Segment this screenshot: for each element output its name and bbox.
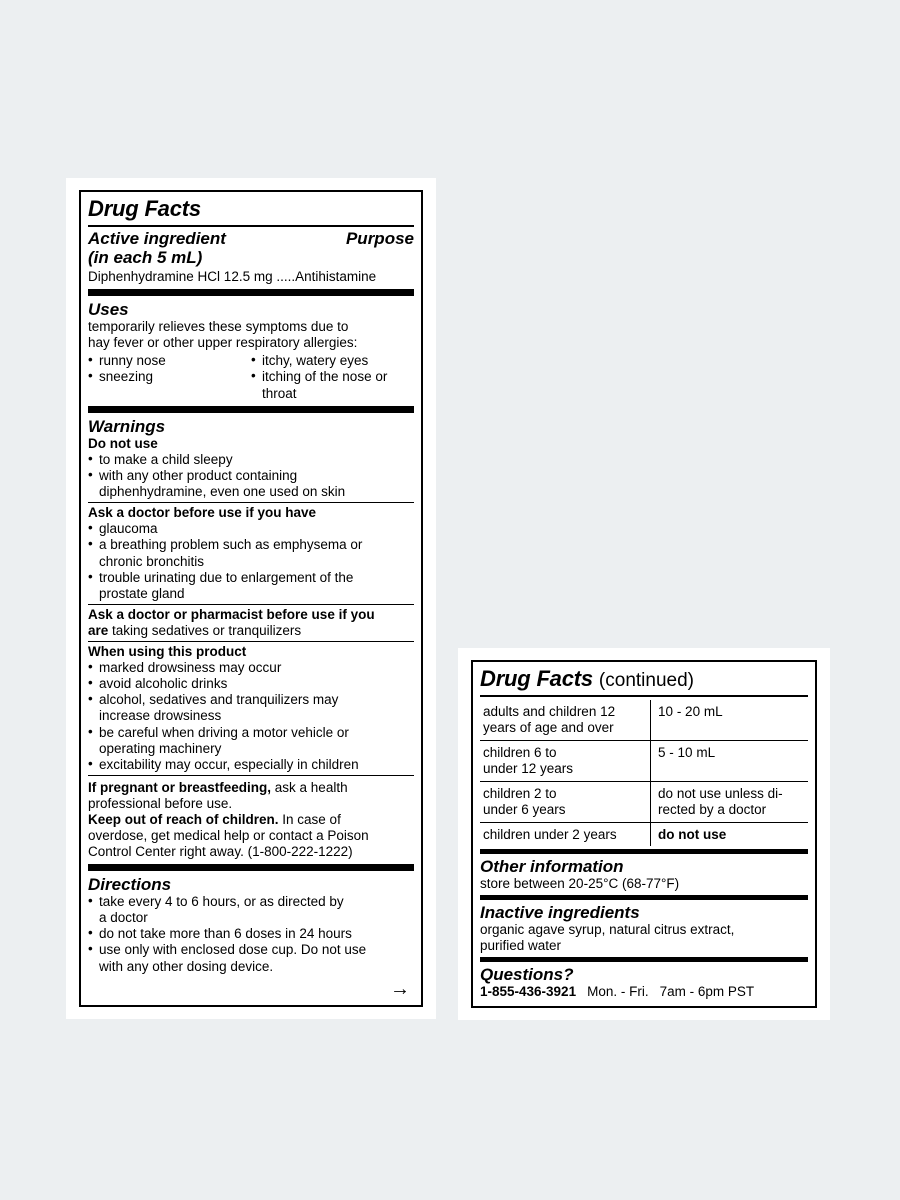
divider [480,695,808,697]
list-item: • take every 4 to 6 hours, or as directed by [88,894,414,910]
uses-intro-line1: temporarily relieves these symptoms due to [88,319,349,335]
continuation-arrow-icon: → [390,977,410,1000]
questions-contact-row [480,984,808,999]
divider [88,406,414,413]
dose-amount-cell [651,781,808,822]
dose-group-cell [480,700,651,740]
ask-doctor-label: Ask a doctor before use if you have [88,505,317,521]
table-row [480,700,808,740]
dose-group-line1: children under 2 years [483,826,617,842]
table-row [480,822,808,846]
inactive-ingredients-line1: organic agave syrup, natural citrus extract, [480,922,735,938]
list-item-continuation: increase drowsiness [99,708,222,724]
uses-column-right [251,353,414,402]
dose-group-line1: adults and children 12 [483,704,616,719]
list-item: • sneezing [88,369,251,385]
inactive-ingredients-line2: purified water [480,938,562,954]
right-title-row [480,666,808,692]
ask-doctor-list [88,521,414,602]
list-item: • excitability may occur, especially in children [88,757,414,773]
drug-facts-title-continued: Drug Facts [480,666,593,691]
keep-out-line2: overdose, get medical help or contact a Poison [88,827,369,843]
directions-list [88,894,414,975]
dose-group-line2: under 6 years [483,801,566,817]
table-row [480,781,808,822]
uses-heading: Uses [88,300,129,320]
drug-facts-title-suffix: (continued) [598,670,694,691]
list-item: • use only with enclosed dose cup. Do not use [88,942,414,958]
list-item: • alcohol, sedatives and tranquilizers may [88,692,414,708]
list-item: • a breathing problem such as emphysema or [88,537,414,553]
spacer [88,999,414,1000]
dose-group-cell [480,822,651,846]
other-information-heading: Other information [480,857,624,877]
other-information-text: store between 20-25°C (68-77°F) [480,876,680,892]
directions-heading: Directions [88,874,172,894]
spacer [480,999,808,1001]
list-item: • itching of the nose or throat [251,369,414,401]
ask-pharmacist-are: are [88,623,109,639]
questions-days: Mon. - Fri. [587,984,649,1000]
list-item-continuation: diphenhydramine, even one used on skin [99,484,346,500]
keep-out-rest: In case of [278,812,341,828]
active-ingredient-line: Diphenhydramine HCl 12.5 mg .....Antihistamine [88,269,377,285]
divider [88,864,414,871]
when-using-label: When using this product [88,643,247,659]
questions-phone[interactable]: 1-855-436-3921 [480,984,577,1000]
do-not-use-label: Do not use [88,435,158,451]
drug-facts-box-right [471,660,817,1008]
list-item: • glaucoma [88,521,414,537]
table-row [480,740,808,781]
drug-facts-box-left [79,190,423,1007]
do-not-use-list [88,452,414,501]
list-item: • with any other product containing [88,468,414,484]
questions-hours: 7am - 6pm PST [659,984,755,1000]
dose-group-line1: children 2 to [483,785,557,801]
list-item-continuation: operating machinery [99,740,222,756]
dose-amount-line1: 5 - 10 mL [658,744,716,760]
list-item: • be careful when driving a motor vehicle or [88,725,414,741]
questions-heading: Questions? [480,965,574,985]
dosage-table [480,700,808,846]
dose-amount-cell [651,822,808,846]
keep-out-line3: Control Center right away. (1-800-222-1222) [88,843,353,859]
ask-pharmacist-rest: taking sedatives or tranquilizers [108,623,302,639]
list-item: • itchy, watery eyes [251,353,414,369]
dose-group-cell [480,740,651,781]
divider [88,775,414,776]
dose-group-cell [480,781,651,822]
dose-amount-line1: 10 - 20 mL [658,704,723,719]
divider [480,849,808,854]
divider [88,604,414,605]
active-ingredient-header [88,230,414,249]
dose-group-line2: years of age and over [483,719,614,735]
list-item-continuation: a doctor [99,910,148,926]
left-title-row [88,196,414,222]
pregnancy-bold: If pregnant or breastfeeding, [88,780,272,796]
dose-amount-line1: do not use [658,826,727,842]
divider [480,895,808,900]
list-item: • runny nose [88,353,251,369]
list-item: • avoid alcoholic drinks [88,676,414,692]
uses-intro-line2: hay fever or other upper respiratory allergies: [88,335,358,351]
drug-facts-panel-right [458,648,830,1020]
dose-amount-cell [651,740,808,781]
list-item-continuation: chronic bronchitis [99,553,205,569]
list-item: • trouble urinating due to enlargement of the [88,570,414,586]
divider [480,957,808,962]
divider [88,289,414,296]
purpose-label: Purpose [345,229,414,248]
dose-amount-line2: rected by a doctor [658,801,767,817]
list-item: • do not take more than 6 doses in 24 hours [88,926,414,942]
list-item-continuation: with any other dosing device. [99,958,274,974]
divider [88,641,414,642]
divider [88,502,414,503]
ask-pharmacist-label: Ask a doctor or pharmacist before use if you [88,607,375,623]
list-item-continuation: prostate gland [99,585,185,601]
dose-amount-line1: do not use unless di- [658,785,783,801]
drug-facts-panel-left [66,178,436,1019]
drug-facts-title: Drug Facts [88,196,201,221]
keep-out-bold: Keep out of reach of children. [88,812,279,828]
pregnancy-warning [88,780,414,796]
warnings-heading: Warnings [88,416,166,436]
ask-pharmacist-line2 [88,623,414,639]
uses-column-left [88,353,251,402]
divider [88,225,414,227]
when-using-list [88,660,414,773]
active-ingredient-sublabel: (in each 5 mL) [88,247,203,267]
dose-group-line2: under 12 years [483,760,574,776]
dose-group-line1: children 6 to [483,744,557,760]
list-item: • to make a child sleepy [88,452,414,468]
keep-out-line1 [88,812,414,828]
dose-amount-cell [651,700,808,740]
inactive-ingredients-heading: Inactive ingredients [480,903,640,923]
uses-symptom-columns [88,353,414,402]
list-item: • marked drowsiness may occur [88,660,414,676]
active-ingredient-label: Active ingredient [88,229,226,248]
pregnancy-rest: ask a health [271,780,348,796]
pregnancy-line2: professional before use. [88,796,233,812]
